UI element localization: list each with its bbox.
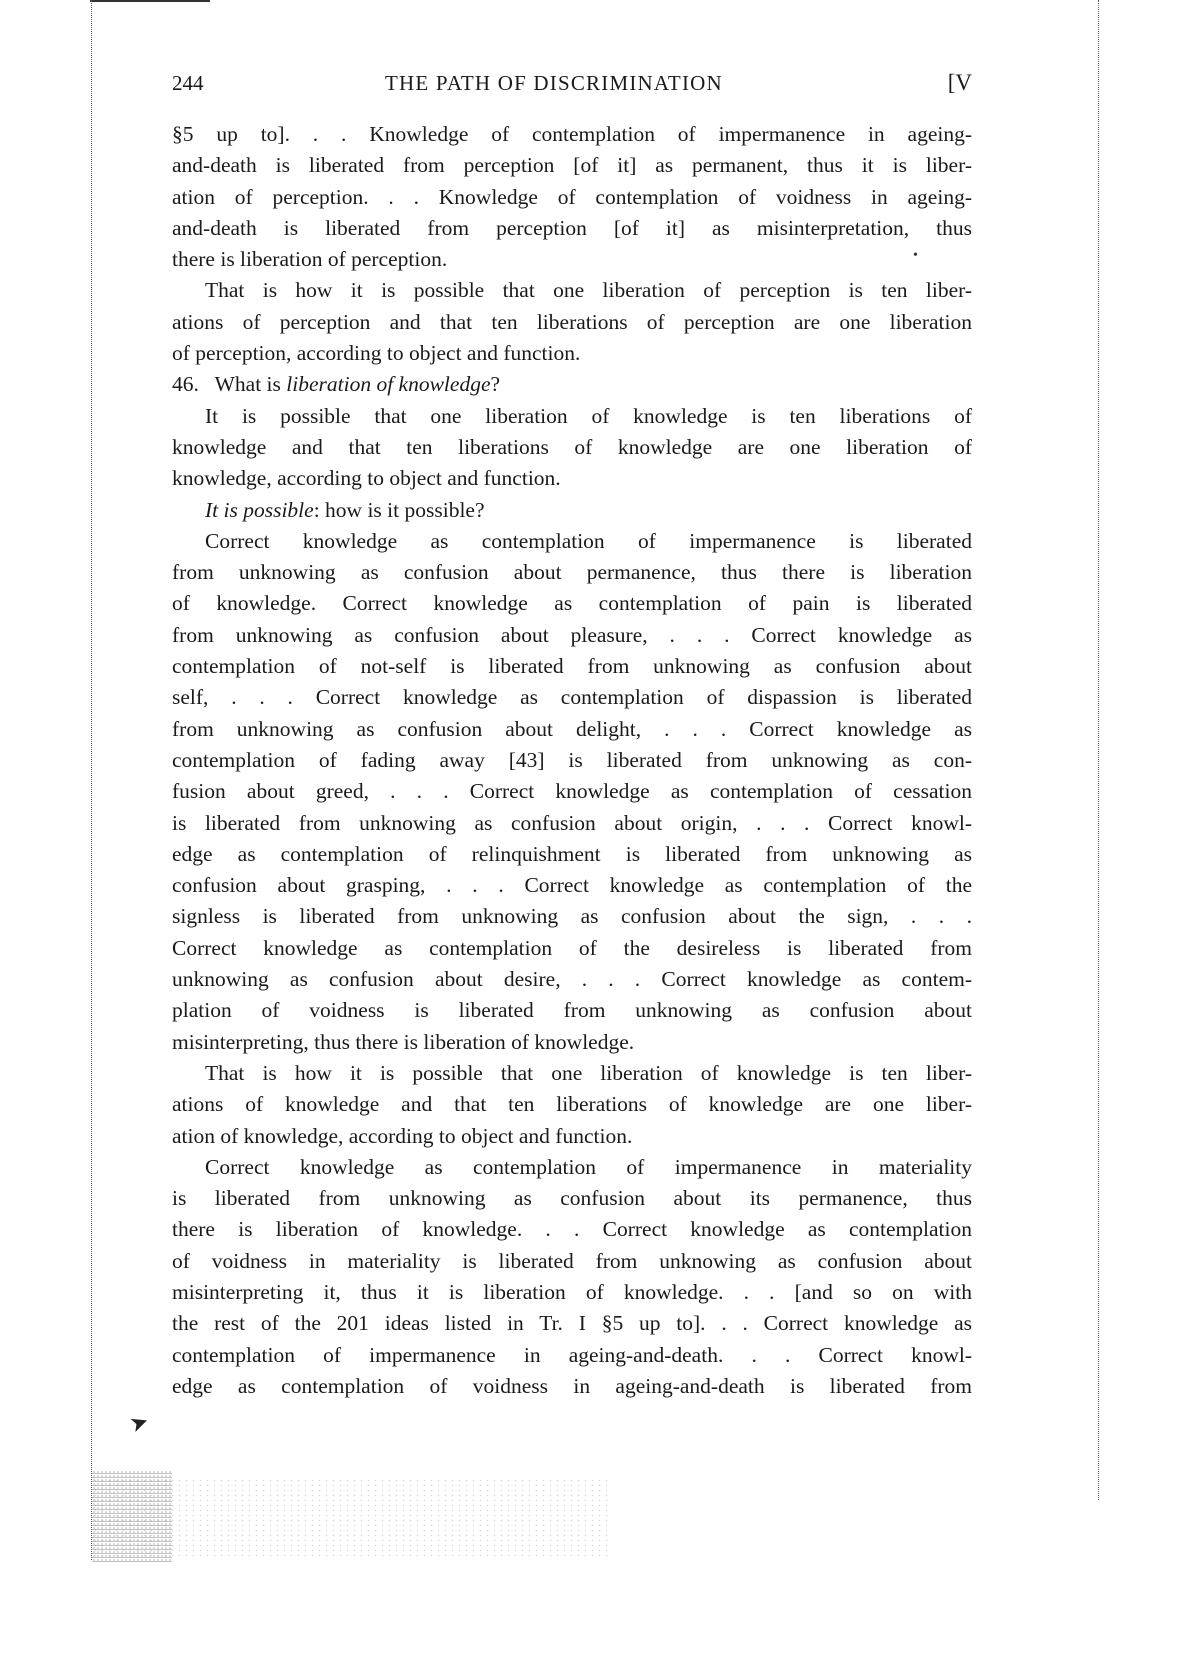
line-text: ? <box>490 372 501 397</box>
text-line: plation of voidness is liberated from unknowing as confusion about <box>172 998 972 1023</box>
text-line: from unknowing as confusion about permanence, thus there is liberation <box>172 560 972 585</box>
text-line: That is how it is possible that one liberation of knowledge is ten liber- <box>205 1060 972 1085</box>
margin-pen-mark-icon: ➤ <box>126 1407 152 1438</box>
scan-border-left <box>91 0 92 1560</box>
chapter-mark: [V <box>947 70 972 95</box>
text-line: self, . . . Correct knowledge as contemplation of dispassion is liberated <box>172 685 972 710</box>
page-number: 244 <box>172 71 204 95</box>
text-line: Correct knowledge as contemplation of impermanence in materiality <box>205 1154 972 1179</box>
line-text: : how is it possible? <box>313 497 485 522</box>
text-line: and-death is liberated from perception [of it] as misinterpretation, thus <box>172 215 972 240</box>
text-line: signless is liberated from unknowing as confusion about the sign, . . . <box>172 904 972 929</box>
text-line <box>172 495 972 526</box>
text-line: knowledge, according to object and function. <box>172 466 561 491</box>
text-line: §5 up to]. . . Knowledge of contemplation of impermanence in ageing- <box>172 122 972 146</box>
text-line: Correct knowledge as contemplation of the desireless is liberated from <box>172 935 972 960</box>
text-line: of knowledge. Correct knowledge as contemplation of pain is liberated <box>172 591 972 616</box>
text-line: It is possible that one liberation of knowledge is ten liberations of <box>205 403 972 428</box>
text-line: Correct knowledge as contemplation of impermanence is liberated <box>205 528 972 553</box>
text-line: ation of perception. . . Knowledge of contemplation of voidness in ageing- <box>172 184 972 209</box>
stray-ink-mark-icon: • <box>913 248 918 263</box>
text-line: misinterpreting it, thus it is liberation of knowledge. . . [and so on with <box>172 1279 972 1304</box>
text-line: edge as contemplation of relinquishment is liberated from unknowing as <box>172 841 972 866</box>
text-line: ations of knowledge and that ten liberations of knowledge are one liber- <box>172 1092 972 1117</box>
text-line: is liberated from unknowing as confusion about origin, . . . Correct knowl- <box>172 810 972 835</box>
text-line: of voidness in materiality is liberated from unknowing as confusion about <box>172 1248 972 1273</box>
text-line: fusion about greed, . . . Correct knowledge as contemplation of cessation <box>172 779 972 804</box>
text-line: from unknowing as confusion about pleasure, . . . Correct knowledge as <box>172 622 972 647</box>
text-line: ation of knowledge, according to object and function. <box>172 1123 633 1148</box>
text-line <box>172 369 972 400</box>
italic-term: liberation of knowledge <box>286 372 491 397</box>
text-line: That is how it is possible that one liberation of perception is ten liber- <box>205 278 972 303</box>
text-line: edge as contemplation of voidness in ageing-and-death is liberated from <box>172 1373 972 1398</box>
scan-noise-corner <box>92 1470 172 1562</box>
italic-term: It is possible <box>205 497 314 522</box>
text-line: from unknowing as confusion about delight, . . . Correct knowledge as <box>172 716 972 741</box>
text-line: there is liberation of knowledge. . . Correct knowledge as contemplation <box>172 1217 972 1242</box>
text-line: knowledge and that ten liberations of knowledge are one liberation of <box>172 434 972 459</box>
text-line: ations of perception and that ten liberations of perception are one liberation <box>172 309 972 334</box>
section-number-text: 46. What is <box>172 372 287 397</box>
text-line: contemplation of not-self is liberated from unknowing as confusion about <box>172 654 972 679</box>
text-line: contemplation of fading away [43] is liberated from unknowing as con- <box>172 747 972 772</box>
scan-border-right <box>1098 0 1099 1500</box>
scan-border-top <box>90 0 210 2</box>
text-line: contemplation of impermanence in ageing-and-death. . . Correct knowl- <box>172 1342 972 1367</box>
text-line: the rest of the 201 ideas listed in Tr. I §5 up to]. . . Correct knowledge as <box>172 1311 972 1336</box>
text-line: misinterpreting, thus there is liberation of knowledge. <box>172 1029 635 1054</box>
text-line: unknowing as confusion about desire, . . . Correct knowledge as contem- <box>172 967 972 992</box>
text-line: of perception, according to object and function. <box>172 341 581 366</box>
running-head <box>172 68 972 98</box>
text-line: there is liberation of perception. <box>172 247 448 272</box>
text-line: is liberated from unknowing as confusion about its permanence, thus <box>172 1186 972 1211</box>
text-line: confusion about grasping, . . . Correct knowledge as contemplation of the <box>172 873 972 898</box>
text-line: and-death is liberated from perception [of it] as permanent, thus it is liber- <box>172 153 972 178</box>
body-text <box>172 119 972 1402</box>
running-head-title: THE PATH OF DISCRIMINATION <box>385 71 723 95</box>
